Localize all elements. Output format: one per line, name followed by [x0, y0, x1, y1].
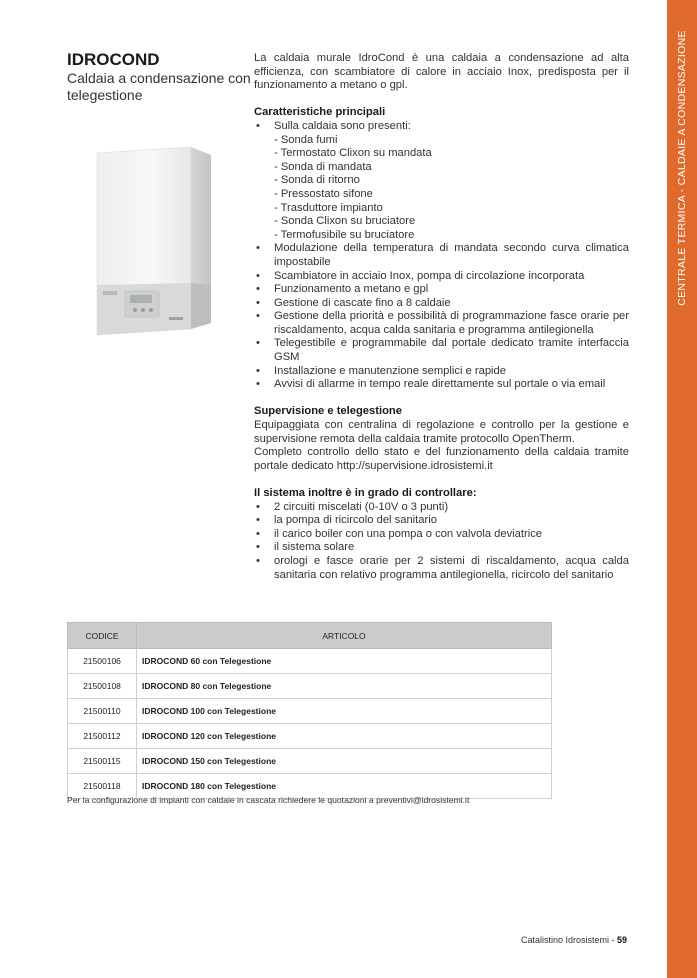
product-article: IDROCOND 60 con Telegestione [137, 649, 552, 674]
features-heading: Caratteristiche principali [254, 106, 386, 119]
product-code: 21500112 [68, 724, 137, 749]
table-header-row [68, 623, 552, 649]
sensor-item: - Sonda Clixon su bruciatore [274, 215, 416, 228]
product-article: IDROCOND 100 con Telegestione [137, 699, 552, 724]
sensor-item: - Termostato Clixon su mandata [274, 147, 432, 160]
sensor-item: - Sonda di ritorno [274, 174, 360, 187]
product-article: IDROCOND 150 con Telegestione [137, 749, 552, 774]
supervision-text: Completo controllo dello stato e del funzionamento della caldaia tramite portale dedicato http://supervisione.idrosistemi.it [254, 446, 629, 472]
list-item [254, 120, 629, 242]
column-header-article: ARTICOLO [137, 623, 552, 649]
list-item: • orologi e fasce orarie per 2 sistemi di riscaldamento, acqua calda sanitaria con relativo programma antilegionella, ricircolo del sanitario [254, 555, 629, 582]
product-code: 21500108 [68, 674, 137, 699]
boiler-image [95, 145, 213, 340]
column-header-code: CODICE [68, 623, 137, 649]
table-row [68, 674, 552, 699]
list-item: • la pompa di ricircolo del sanitario [254, 514, 629, 528]
sensor-list [274, 134, 629, 243]
product-code: 21500115 [68, 749, 137, 774]
list-item: • il carico boiler con una pompa o con valvola deviatrice [254, 528, 629, 542]
list-item-text: Sulla caldaia sono presenti: [274, 119, 411, 132]
product-code: 21500110 [68, 699, 137, 724]
page-number: 59 [617, 935, 628, 945]
product-code: 21500106 [68, 649, 137, 674]
list-item: • Avvisi di allarme in tempo reale direttamente sul portale o via email [254, 378, 629, 392]
product-code: 21500118 [68, 774, 137, 799]
page-footer [521, 935, 627, 945]
product-article: IDROCOND 80 con Telegestione [137, 674, 552, 699]
sensor-item: - Pressostato sifone [274, 187, 373, 200]
list-item: • Telegestibile e programmabile dal portale dedicato tramite interfaccia GSM [254, 337, 629, 364]
table-row [68, 724, 552, 749]
product-title: IDROCOND [67, 50, 160, 69]
description-column [254, 52, 629, 582]
product-table [67, 622, 552, 799]
product-subtitle: Caldaia a condensazione con telegestione [67, 70, 251, 103]
table-row [68, 699, 552, 724]
product-article: IDROCOND 120 con Telegestione [137, 724, 552, 749]
control-heading: Il sistema inoltre è in grado di controllare: [254, 487, 477, 499]
sensor-item: - Termofusibile su bruciatore [274, 228, 415, 241]
sensor-item: - Sonda fumi [274, 133, 338, 146]
table-row [68, 649, 552, 674]
list-item: • Gestione della priorità e possibilità di programmazione fasce orarie per riscaldamento, acqua calda sanitaria e programma antilegionella [254, 310, 629, 337]
list-item: • 2 circuiti miscelati (0-10V o 3 punti) [254, 501, 629, 515]
side-band-label: CENTRALE TERMICA - CALDAIE A CONDENSAZIONE [676, 30, 688, 306]
sensor-item: - Trasduttore impianto [274, 201, 383, 214]
supervision-text: Equipaggiata con centralina di regolazione e controllo per la gestione e supervisione remota della caldaia tramite protocollo OpenTherm. [254, 419, 629, 445]
intro-text: La caldaia murale IdroCond è una caldaia a condensazione ad alta efficienza, con scambiatore di calore in acciaio Inox, predisposta per il funzionamento a metano o gpl. [254, 52, 629, 92]
list-item: • Modulazione della temperatura di mandata secondo curva climatica impostabile [254, 242, 629, 269]
list-item: • il sistema solare [254, 541, 629, 555]
list-item: • Gestione di cascate fino a 8 caldaie [254, 297, 629, 311]
cascade-note: Per la configurazione di impianti con caldaie in cascata richiedere le quotazioni a preventivi@idrosistemi.it [67, 795, 470, 805]
list-item: • Scambiatore in acciaio Inox, pompa di circolazione incorporata [254, 270, 629, 284]
features-list [254, 120, 629, 392]
product-article: IDROCOND 180 con Telegestione [137, 774, 552, 799]
list-item: • Installazione e manutenzione semplici e rapide [254, 365, 629, 379]
list-item: • Funzionamento a metano e gpl [254, 283, 629, 297]
table-row [68, 749, 552, 774]
catalog-name: Catalistino Idrosistemi - [521, 935, 615, 945]
supervision-heading: Supervisione e telegestione [254, 405, 402, 418]
control-list [254, 501, 629, 583]
sensor-item: - Sonda di mandata [274, 160, 372, 173]
